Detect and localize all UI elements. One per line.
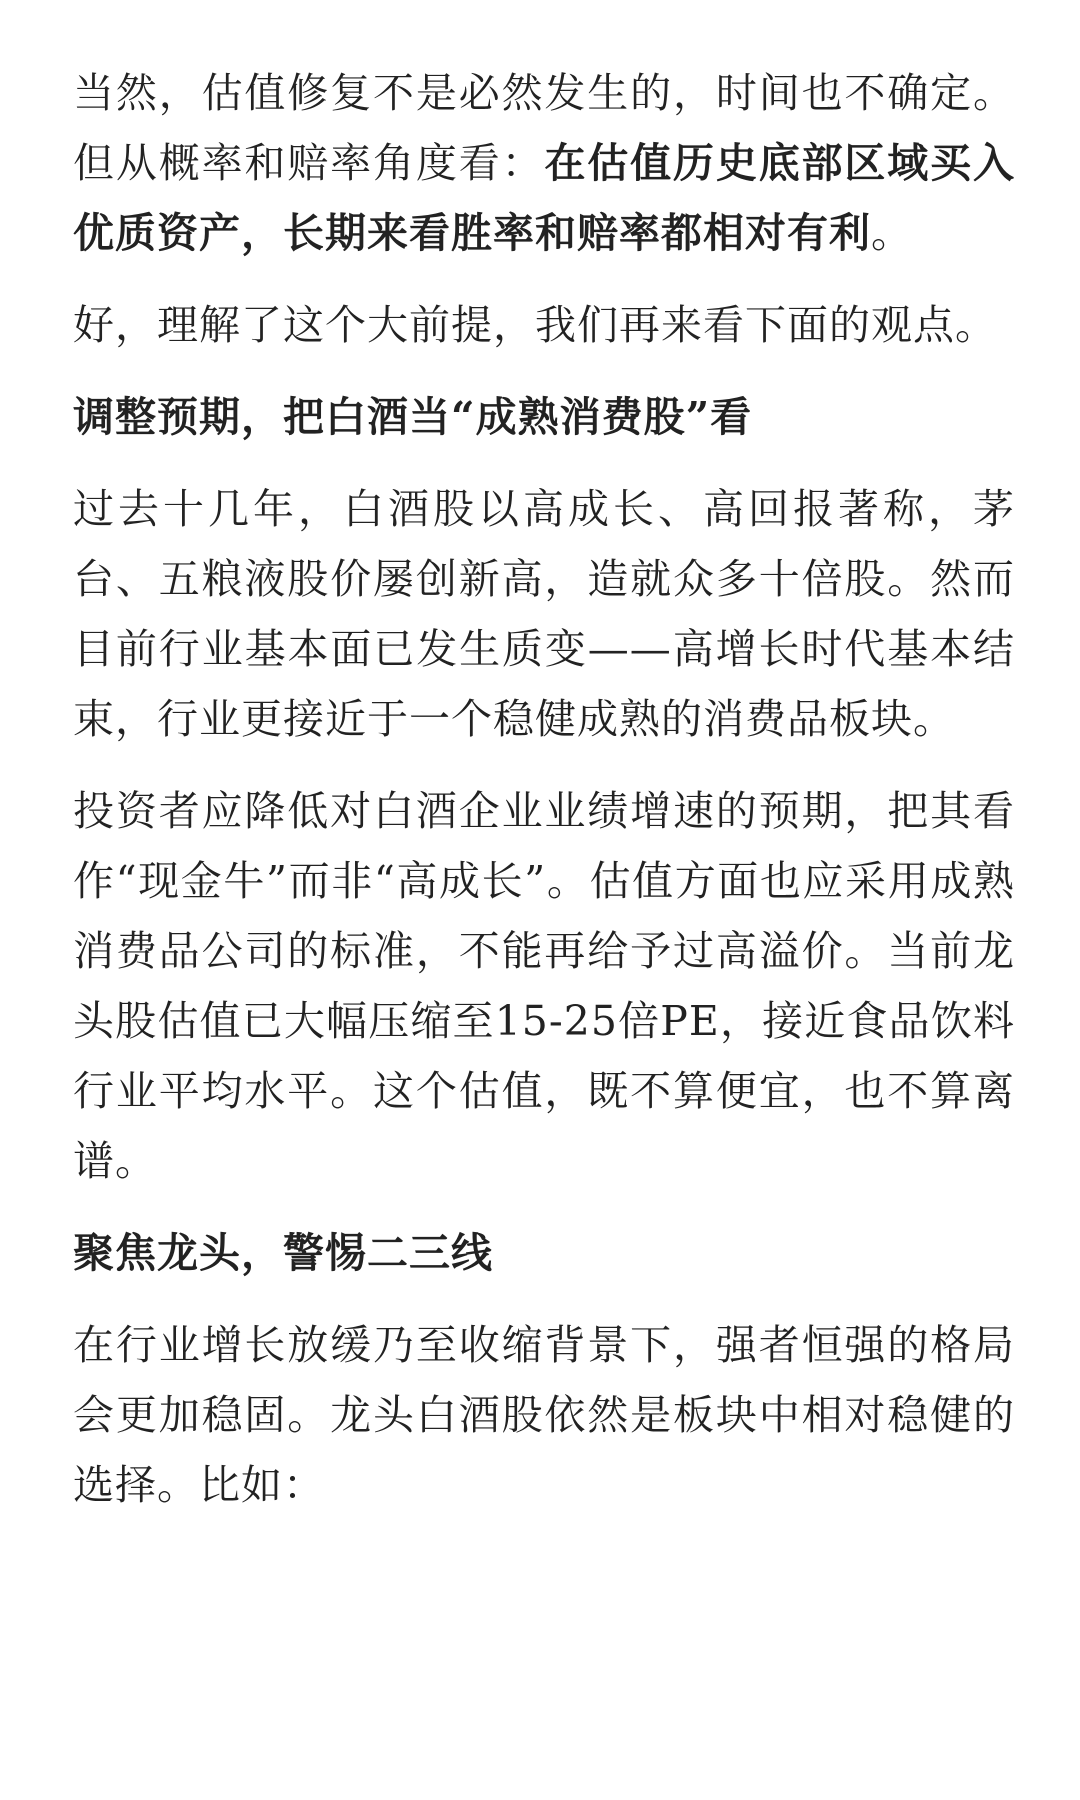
section-heading-focus-leaders: 聚焦龙头，警惕二三线 (73, 1229, 493, 1277)
paragraph-investor-expectations: 投资者应降低对白酒企业业绩增速的预期，把其看作“现金牛”而非“高成长”。估值方面也应采用成熟消费品公司的标准，不能再给予过高溢价。当前龙头股估值已大幅压缩至15-25倍PE，接近食品饮料行业平均水平。这个估值，既不算便宜，也不算离谱。 (73, 787, 1015, 1185)
paragraph-premise: 好，理解了这个大前提，我们再来看下面的观点。 (73, 301, 997, 349)
paragraph-leaders: 在行业增长放缓乃至收缩背景下，强者恒强的格局会更加稳固。龙头白酒股依然是板块中相对稳健的选择。比如： (73, 1321, 1015, 1509)
article-body (73, 58, 1015, 1542)
paragraph-valuation-repair-text: 当然，估值修复不是必然发生的，时间也不确定。但从概率和赔率角度看： (73, 69, 1015, 187)
paragraph-valuation-repair (73, 58, 1015, 268)
section-heading-adjust-expectations: 调整预期，把白酒当“成熟消费股”看 (73, 393, 753, 441)
paragraph-valuation-repair-emphasis: 在估值历史底部区域买入优质资产，长期来看胜率和赔率都相对有利 (73, 139, 1016, 257)
paragraph-industry-history: 过去十几年，白酒股以高成长、高回报著称，茅台、五粮液股价屡创新高，造就众多十倍股。然而目前行业基本面已发生质变——高增长时代基本结束，行业更接近于一个稳健成熟的消费品板块。 (73, 485, 1015, 743)
paragraph-valuation-repair-end: 。 (871, 209, 913, 257)
